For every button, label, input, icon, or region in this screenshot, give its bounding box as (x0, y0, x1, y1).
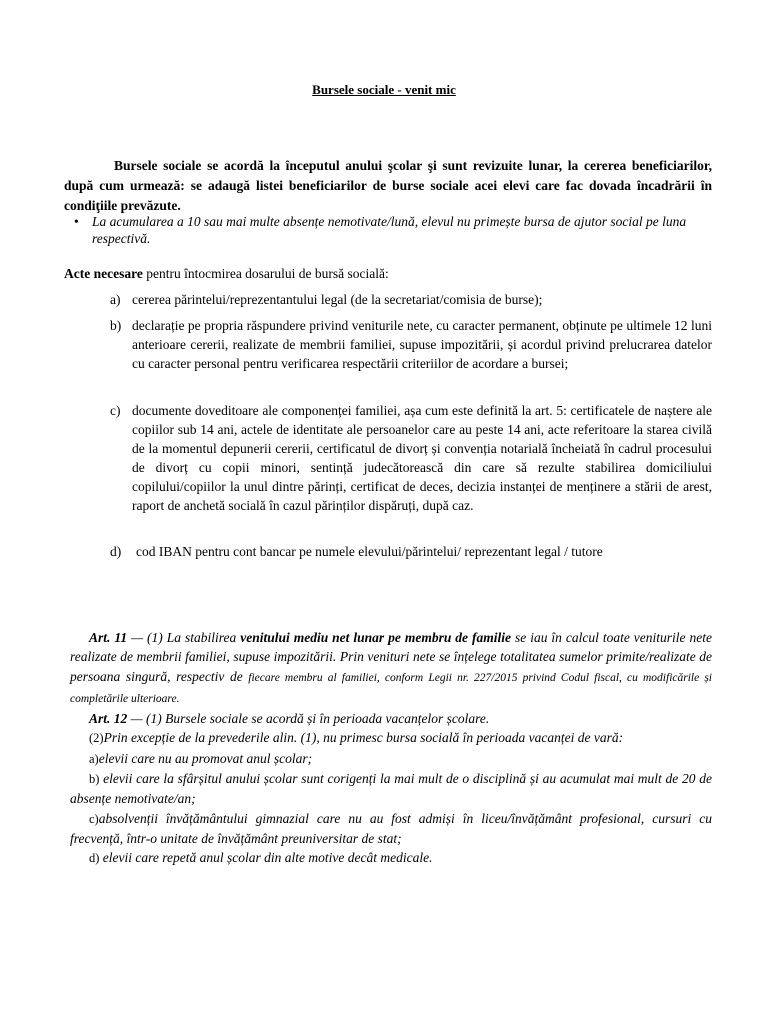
list-item-d (110, 542, 712, 561)
art-11-post: se iau în calcul toate veniturile nete realizate de membrii familiei, supuse impozitării. Prin venituri nete se înțelege totalitatea sumelor primite/realizate de persoana singură, respectiv de (70, 630, 712, 684)
art-12-alin-2 (70, 728, 712, 748)
item-text: absolvenții învățământului gimnazial care nu au fost admiși în liceu/învățământ profesional, cursuri cu frecvență, într-o unitate de învățământ preuniversitar de stat; (70, 810, 712, 846)
art-12-paragraph (70, 709, 712, 728)
art-11-paragraph (70, 628, 712, 709)
item-marker: b) (89, 772, 100, 787)
legal-excerpt (70, 628, 712, 869)
art-12-item-d (70, 848, 712, 868)
item-text: elevii care repetă anul școlar din alte motive decât medicale. (99, 850, 433, 866)
list-item-a (110, 290, 712, 309)
list-item-b (110, 316, 712, 373)
alin-text: Prin excepție de la prevederile alin. (1), nu primesc bursa socială în perioada vacanței de vară: (103, 730, 624, 746)
art-12-item-a (70, 749, 712, 769)
absence-note-text: La acumularea a 10 sau mai multe absențe nemotivate/lună, elevul nu primește bursa de ajutor social pe luna respectivă. (92, 214, 687, 246)
art-12-text: — (1) Bursele sociale se acordă și în perioada vacanțelor școlare. (127, 711, 490, 727)
art-11-small: fiecare membru al familiei, conform Legii nr. 227/2015 privind Codul fiscal, cu modificările și completările ulterioare. (70, 671, 712, 705)
absence-note (74, 213, 714, 247)
item-marker: a) (89, 751, 99, 766)
list-marker: d) (110, 544, 122, 559)
intro-paragraph: Bursele sociale se acordă la începutul anului şcolar şi sunt revizuite lunar, la cererea beneficiarilor, după cum urmează: se adaugă listei beneficiarilor de burse sociale acei elevi care fac dovada încadrării în condiţiile prevăzute. (64, 158, 712, 213)
list-text: documente doveditoare ale componenței familiei, așa cum este definită la art. 5: certificatele de naștere ale copiilor sub 14 ani, actele de identitate ale persoanelor care au peste 14 ani, acte referitoare la starea civilă de la momentul depunerii cererii, certificatul de divorț și convenția notarială încheiată în cadrul procesului de divorț cu copii minori, sentință judecătorească din care să rezulte stabilirea domiciliului copilului/copiilor la unul dintre părinți, certificat de deces, decizia instanței de menținere a stării de arest, raport de anchetă socială în cazul părinților dispăruți, după caz. (132, 403, 712, 513)
item-text: elevii care nu au promovat anul școlar; (98, 750, 313, 766)
art-11-bold: venitului mediu net lunar pe membru de familie (240, 630, 512, 645)
required-documents-label: Acte necesare (64, 266, 143, 281)
item-marker: d) (89, 851, 100, 866)
required-documents-rest: pentru întocmirea dosarului de bursă socială: (142, 266, 389, 281)
art-12-item-c (70, 809, 712, 849)
list-text: cererea părintelui/reprezentantului legal (de la secretariat/comisia de burse); (132, 292, 543, 307)
art-12-label: Art. 12 (89, 711, 128, 727)
list-marker: c) (110, 403, 121, 418)
page-title: Bursele sociale - venit mic (312, 82, 456, 97)
item-marker: c) (89, 811, 99, 826)
art-11-pre: — (1) La stabilirea (127, 630, 241, 645)
item-text: elevii care la sfârșitul anului școlar sunt corigenți la mai mult de o disciplină și au acumulat mai mult de 20 de absențe nemotivate/an; (70, 771, 712, 807)
list-item-c (110, 401, 712, 515)
list-text: cod IBAN pentru cont bancar pe numele elevului/părintelui/ reprezentant legal / tutore (136, 544, 603, 559)
art-11-label: Art. 11 (89, 630, 128, 645)
list-marker: b) (110, 318, 122, 333)
bullet-icon: • (74, 214, 79, 229)
alin-marker: (2) (89, 731, 104, 746)
required-documents-heading (64, 265, 714, 283)
list-marker: a) (110, 292, 121, 307)
list-text: declarație pe propria răspundere privind veniturile nete, cu caracter permanent, obținute pe ultimele 12 luni anterioare cererii, realizate de membrii familiei, supuse impozitării, și acordul privind prelucrarea datelor cu caracter personal pentru verificarea respectării criteriilor de acordare a bursei; (132, 318, 712, 371)
art-12-item-b (70, 769, 712, 809)
